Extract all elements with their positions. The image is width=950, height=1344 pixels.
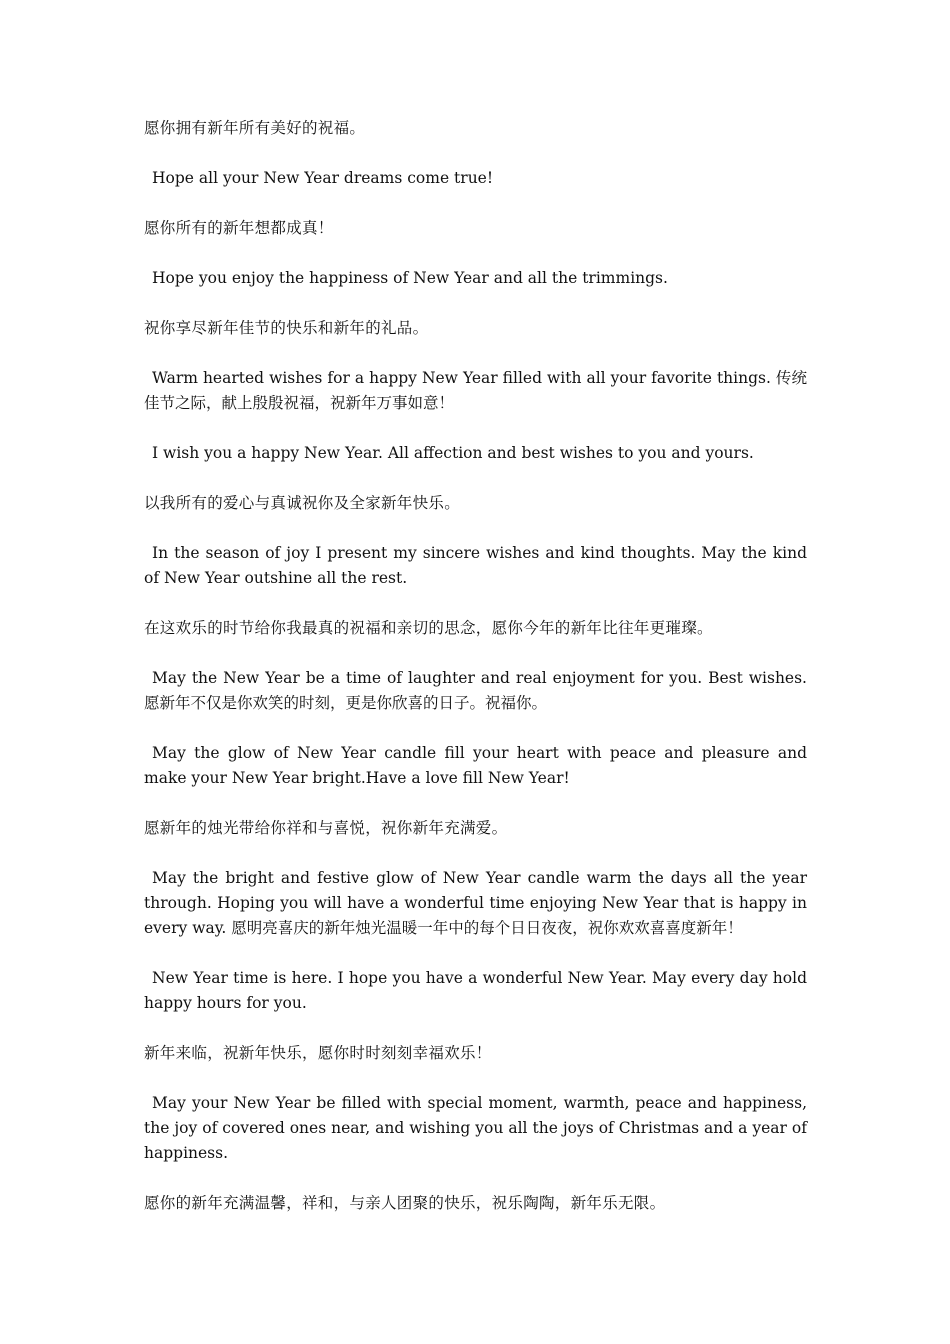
paragraph-13: 愿新年的烛光带给你祥和与喜悦，祝你新年充满爱。	[144, 819, 508, 837]
paragraph-9: In the season of joy I present my sincere wishes and kind thoughts. May the kind of New Year outshine all the rest.	[144, 544, 807, 587]
paragraph-7: I wish you a happy New Year. All affection and best wishes to you and yours.	[152, 444, 754, 462]
paragraph-1: 愿你拥有新年所有美好的祝福。	[144, 119, 366, 137]
paragraph-12: May the glow of New Year candle fill your heart with peace and pleasure and make your New Year bright.Have a love fill New Year!	[144, 744, 807, 787]
paragraph-15: New Year time is here. I hope you have a wonderful New Year. May every day hold happy hours for you.	[144, 969, 807, 1012]
document-body	[144, 116, 807, 1241]
paragraph-11: May the New Year be a time of laughter and real enjoyment for you. Best wishes. 愿新年不仅是你欢笑的时刻，更是你欣喜的日子。祝福你。	[144, 669, 807, 712]
paragraph-5: 祝你享尽新年佳节的快乐和新年的礼品。	[144, 319, 429, 337]
paragraph-18: 愿你的新年充满温馨，祥和，与亲人团聚的快乐，祝乐陶陶，新年乐无限。	[144, 1194, 666, 1212]
paragraph-8: 以我所有的爱心与真诚祝你及全家新年快乐。	[144, 494, 461, 512]
paragraph-14: May the bright and festive glow of New Year candle warm the days all the year through. Hoping you will have a wonderful time enjoying New Year that is happy in every way. 愿明亮喜庆的新年烛光温暖一年中的每个日日夜夜，祝你欢欢喜喜度新年！	[144, 869, 807, 937]
paragraph-2: Hope all your New Year dreams come true!	[152, 169, 494, 187]
paragraph-6: Warm hearted wishes for a happy New Year filled with all your favorite things. 传统佳节之际，献上殷殷祝福，祝新年万事如意！	[144, 369, 807, 412]
paragraph-16: 新年来临，祝新年快乐，愿你时时刻刻幸福欢乐！	[144, 1044, 492, 1062]
paragraph-3: 愿你所有的新年想都成真！	[144, 219, 334, 237]
paragraph-4: Hope you enjoy the happiness of New Year and all the trimmings.	[152, 269, 668, 287]
paragraph-17: May your New Year be filled with special moment, warmth, peace and happiness, the joy of covered ones near, and wishing you all the joys of Christmas and a year of happiness.	[144, 1094, 807, 1162]
paragraph-10: 在这欢乐的时节给你我最真的祝福和亲切的思念，愿你今年的新年比往年更璀璨。	[144, 619, 713, 637]
